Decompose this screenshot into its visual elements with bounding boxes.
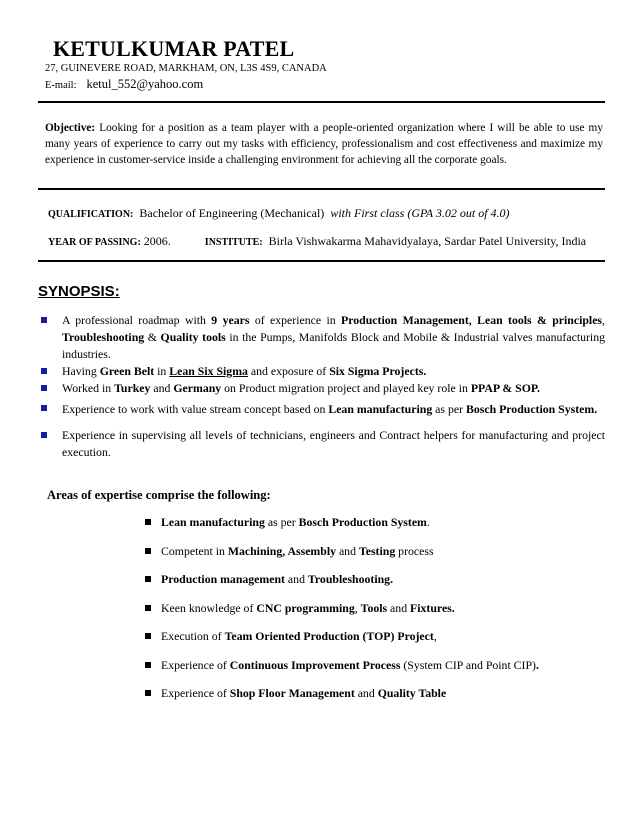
bullet-icon (41, 405, 47, 411)
email-address[interactable]: ketul_552@yahoo.com (86, 77, 204, 91)
list-item: Experience in supervising all levels of technicians, engineers and Contract helpers for manufacturing and project execution. (38, 427, 605, 461)
list-item: Keen knowledge of CNC programming, Tools and Fixtures. (145, 600, 539, 629)
bullet-icon (41, 368, 47, 374)
list-item: Production management and Troubleshooting. (145, 571, 539, 600)
passing-line (48, 234, 586, 249)
list-item: Experience of Shop Floor Management and Quality Table (145, 685, 539, 714)
email-label: E-mail: (45, 80, 77, 91)
bullet-icon (41, 317, 47, 323)
email-line (45, 77, 203, 92)
list-item: Execution of Team Oriented Production (TOP) Project, (145, 628, 539, 657)
list-item: Lean manufacturing as per Bosch Production System. (145, 514, 539, 543)
divider (38, 101, 605, 103)
bullet-icon (145, 690, 151, 696)
synopsis-title: SYNOPSIS: (38, 283, 120, 300)
candidate-name: KETULKUMAR PATEL (53, 36, 295, 61)
degree: Bachelor of Engineering (Mechanical) (139, 206, 325, 220)
list-item: Competent in Machining, Assembly and Testing process (145, 543, 539, 572)
institute-label: INSTITUTE: (204, 237, 263, 248)
passing-year: 2006. (143, 234, 171, 248)
bullet-icon (41, 432, 47, 438)
list-item: Experience of Continuous Improvement Process (System CIP and Point CIP). (145, 657, 539, 686)
institute: Birla Vishwakarma Mahavidyalaya, Sardar Patel University, India (268, 234, 587, 248)
bullet-icon (145, 548, 151, 554)
degree-class: with First class (GPA 3.02 out of 4.0) (330, 206, 510, 220)
bullet-icon (145, 605, 151, 611)
bullet-icon (145, 519, 151, 525)
list-item: Worked in Turkey and Germany on Product migration project and played key role in PPAP & SOP. (38, 380, 605, 397)
year-label: YEAR OF PASSING: (48, 237, 141, 248)
objective-label: Objective: (45, 122, 96, 134)
objective (45, 120, 603, 168)
qualification (48, 206, 510, 221)
list-item: A professional roadmap with 9 years of experience in Production Management, Lean tools & principles, Troubleshooting & Quality tools in the Pumps, Manifolds Block and Mobile & Industrial valves manufacturing industries. (38, 312, 605, 363)
list-item: Experience to work with value stream concept based on Lean manufacturing as per Bosch Production System. (38, 397, 605, 421)
bullet-icon (41, 385, 47, 391)
list-item: Having Green Belt in Lean Six Sigma and exposure of Six Sigma Projects. (38, 363, 605, 380)
expertise-title: Areas of expertise comprise the following: (47, 488, 271, 502)
address: 27, GUINEVERE ROAD, MARKHAM, ON, L3S 4S9, CANADA (45, 63, 327, 74)
divider (38, 188, 605, 190)
synopsis-list (38, 312, 605, 461)
expertise-list (145, 514, 539, 714)
divider (38, 260, 605, 262)
bullet-icon (145, 576, 151, 582)
bullet-icon (145, 633, 151, 639)
objective-text: Looking for a position as a team player with a people-oriented organization where I will be able to use my many years of experience to carry out my tasks with efficiency, professionalism and cost effectiveness and maximize my experience in customer-service inside a challenging environment for achieving all the corporate goals. (45, 122, 603, 166)
bullet-icon (145, 662, 151, 668)
qualification-label: QUALIFICATION: (48, 209, 134, 220)
